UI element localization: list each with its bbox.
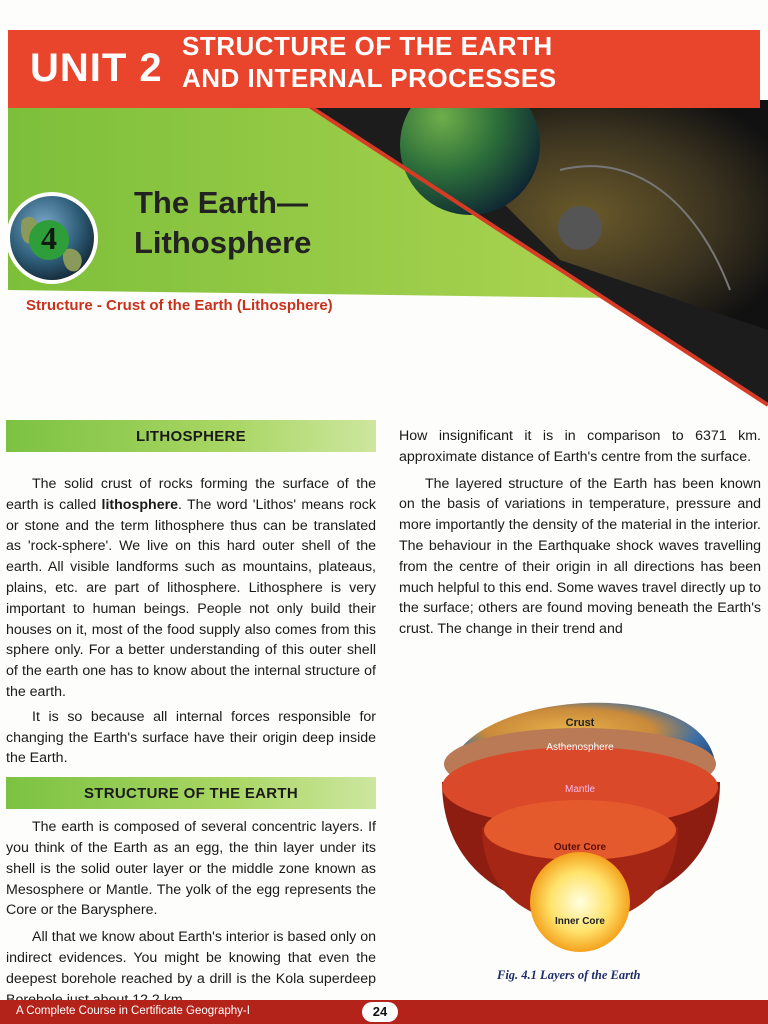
mantle-label: Mantle <box>564 784 596 795</box>
unit-label: UNIT 2 <box>30 46 163 90</box>
inner-core-label: Inner Core <box>554 916 606 927</box>
layered-structure-paragraph: The layered structure of the Earth has been known on the basis of variations in temperature, pressure and more importantly the density of the material in the interior. The behaviour in the Earthquake shock waves travelling from the centre of their origin in all directions has been much helpful to this end. Some waves travel directly up to the surface; others are found moving beneath the Earth's crust. The change in their trend and <box>399 475 761 638</box>
left-column <box>6 420 376 1010</box>
unit-title-line1: STRUCTURE OF THE EARTH <box>182 31 553 61</box>
unit-title-line2: AND INTERNAL PROCESSES <box>182 63 557 93</box>
concentric-layers-paragraph: The earth is composed of several concentric layers. If you think of the Earth as an egg, the thin layer under its shell is the solid outer layer or the middle zone known as Mesosphere or Mantle. The yolk of the egg represents the Core or the Barysphere. <box>6 819 376 919</box>
earth-layers-figure <box>420 652 740 972</box>
continuation-paragraph: How insignificant it is in comparison to 6371 km. approximate distance of Earth's centre from the surface. <box>399 428 761 465</box>
page-number: 24 <box>362 1002 398 1022</box>
right-column <box>399 426 761 640</box>
chapter-badge <box>4 180 100 288</box>
chapter-title-line1: The Earth— <box>134 185 308 220</box>
asthenosphere-label: Asthenosphere <box>546 742 614 753</box>
chapter-number: 4 <box>41 220 57 256</box>
unit-title <box>182 30 557 94</box>
section-subtitle: Structure - Crust of the Earth (Lithosphere) <box>26 297 333 314</box>
figure-caption: Fig. 4.1 Layers of the Earth <box>497 968 641 982</box>
paragraph-text: The solid crust of rocks forming the surface of the earth is called <box>6 476 376 513</box>
inner-core <box>530 852 630 952</box>
footer-book-title: A Complete Course in Certificate Geography-I <box>16 1005 250 1017</box>
chapter-title <box>134 183 311 263</box>
chapter-title-line2: Lithosphere <box>134 225 312 260</box>
paragraph-text: . The word 'Lithos' means rock or stone and the term lithosphere thus can be translated as 'rock-sphere'. We live on this hard outer shell of the earth. All visible landforms such as mountains, plateaus, plains, etc. are part of lithosphere. Lithosphere is very important to human beings. People not only build their houses on it, most of the food supply also comes from this sphere only. For a better understanding of this outer shell of the earth one has to know about the internal structure of the earth. <box>6 496 376 700</box>
internal-forces-paragraph: It is so because all internal forces responsible for changing the Earth's surface have their origin deep inside the Earth. <box>6 708 376 767</box>
lithosphere-paragraph <box>6 474 376 703</box>
lithosphere-heading: LITHOSPHERE <box>6 420 376 452</box>
indirect-evidence-paragraph: All that we know about Earth's interior is based only on indirect evidences. You might be knowing that even the deepest borehole reached by a drill is the Kola superdeep <box>6 929 376 987</box>
structure-heading: STRUCTURE OF THE EARTH <box>6 777 376 809</box>
outer-core-label: Outer Core <box>553 842 607 853</box>
bold-term: lithosphere <box>101 496 178 513</box>
crust-label: Crust <box>565 717 595 729</box>
